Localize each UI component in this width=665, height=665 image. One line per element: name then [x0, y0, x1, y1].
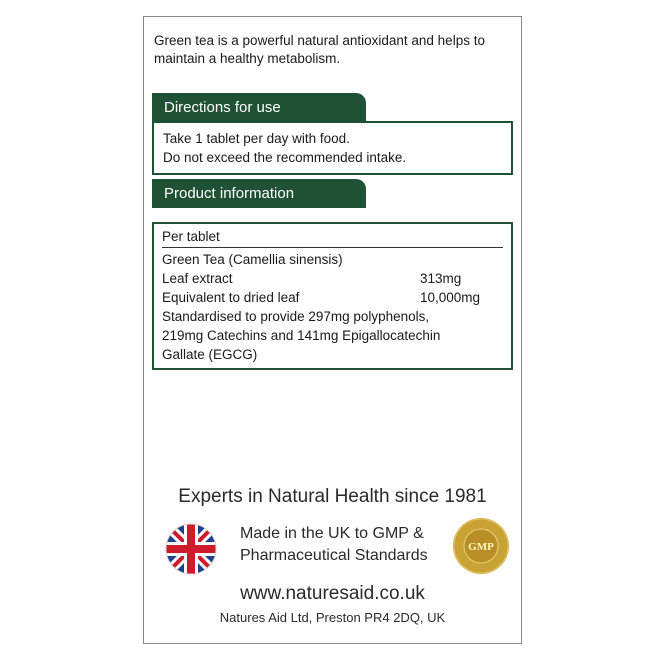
label-card: [143, 16, 522, 644]
made-in-uk-text: [240, 523, 440, 567]
intro-text: [154, 32, 514, 68]
per-tablet-label: Per tablet: [162, 227, 503, 248]
ingredient-name: Green Tea (Camellia sinensis): [162, 252, 343, 267]
info-row-label: Leaf extract: [162, 271, 233, 286]
directions-heading: Directions for use: [152, 93, 366, 122]
standardised-line-3: Gallate (EGCG): [162, 347, 258, 362]
product-info-heading: Product information: [152, 179, 366, 208]
directions-line-2: Do not exceed the recommended intake.: [163, 150, 407, 165]
standardised-line-2: 219mg Catechins and 141mg Epigallocatechin: [162, 328, 441, 343]
website-link[interactable]: www.naturesaid.co.uk: [240, 583, 425, 604]
directions-box: [152, 121, 513, 175]
made-line-2: Pharmaceutical Standards: [240, 547, 428, 564]
info-row: [162, 269, 503, 288]
uk-flag-icon: [165, 523, 217, 575]
company-address: Natures Aid Ltd, Preston PR4 2DQ, UK: [219, 610, 446, 625]
standardised-line-1: Standardised to provide 297mg polyphenols,: [162, 309, 430, 324]
product-info-box: [152, 222, 513, 370]
intro-line-1: Green tea is a powerful natural antioxidant and helps to: [154, 33, 485, 48]
gmp-seal-text: GMP: [468, 541, 494, 553]
info-row-value: 10,000mg: [420, 290, 481, 305]
info-row-value: 313mg: [420, 271, 462, 286]
intro-line-2: maintain a healthy metabolism.: [154, 51, 341, 66]
info-row-label: Equivalent to dried leaf: [162, 290, 300, 305]
gmp-seal-icon: [452, 517, 510, 575]
info-row: [162, 288, 503, 307]
tagline: Experts in Natural Health since 1981: [178, 486, 487, 507]
directions-line-1: Take 1 tablet per day with food.: [163, 131, 350, 146]
made-line-1: Made in the UK to GMP &: [240, 525, 424, 542]
